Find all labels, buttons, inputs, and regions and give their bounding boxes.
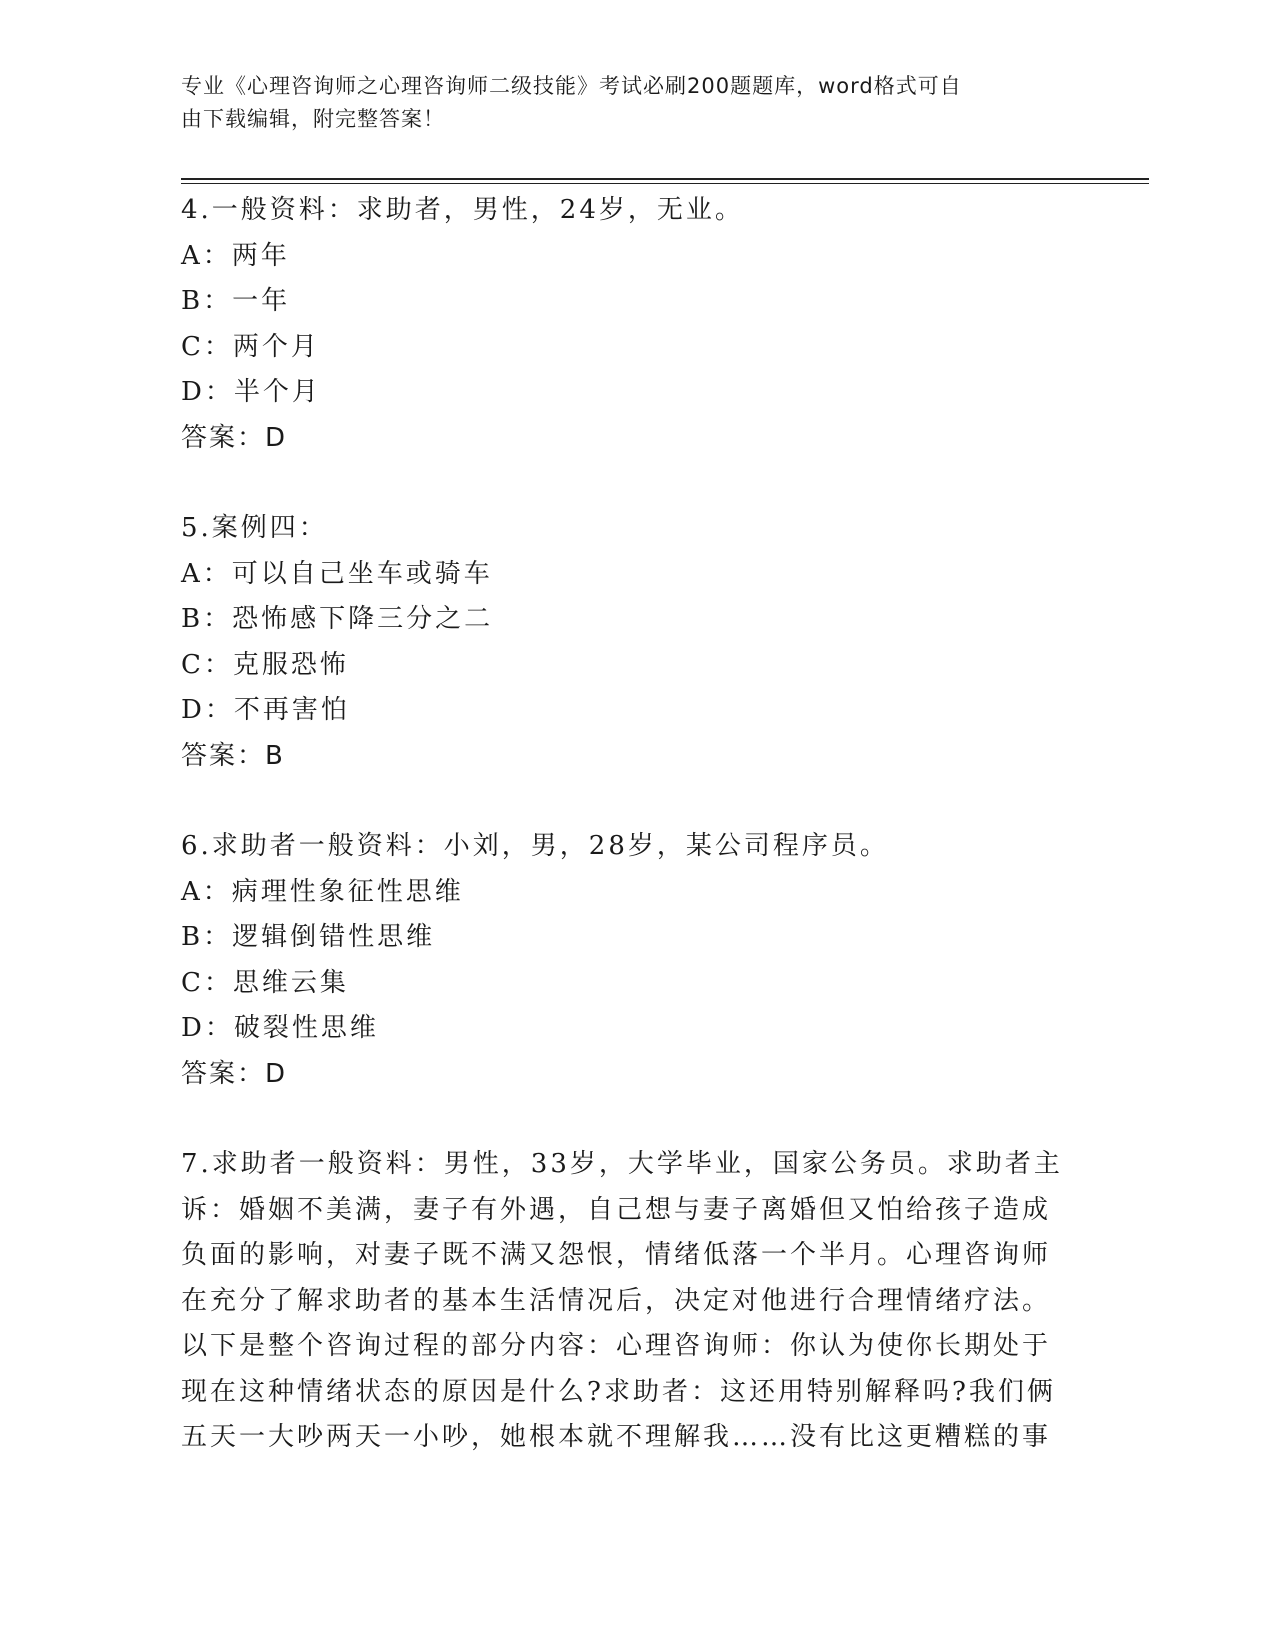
answer-text: 答案：D <box>181 422 288 453</box>
question-title-line: 现在这种情绪状态的原因是什么?求助者：这还用特别解释吗?我们俩 <box>181 1376 1056 1407</box>
document-header <box>181 70 1051 136</box>
option-b: B：逻辑倒错性思维 <box>181 922 436 952</box>
question-title-line: 以下是整个咨询过程的部分内容：心理咨询师：你认为使你长期处于 <box>181 1331 1052 1361</box>
option-d: D：半个月 <box>181 377 321 407</box>
option-b: B：一年 <box>181 286 291 316</box>
option-a: A：两年 <box>181 240 290 271</box>
spacer <box>181 779 1061 824</box>
spacer <box>181 461 1061 506</box>
option-d: D：不再害怕 <box>181 695 350 725</box>
header-line-2: 由下载编辑，附完整答案！ <box>181 107 445 131</box>
question-title-line: 诉：婚姻不美满，妻子有外遇，自己想与妻子离婚但又怕给孩子造成 <box>181 1194 1052 1225</box>
answer-text: 答案：D <box>181 1058 288 1089</box>
question-title-line: 五天一大吵两天一小吵，她根本就不理解我……没有比这更糟糕的事 <box>181 1422 1052 1452</box>
question-item <box>181 824 1061 1097</box>
question-item <box>181 1142 1061 1461</box>
header-divider-thin <box>181 183 1149 184</box>
question-title: 4.一般资料：求助者，男性，24岁，无业。 <box>181 195 744 225</box>
question-list <box>181 188 1061 1461</box>
option-a: A：可以自己坐车或骑车 <box>181 558 493 589</box>
answer-text: 答案：B <box>181 740 285 771</box>
question-title-line: 在充分了解求助者的基本生活情况后，决定对他进行合理情绪疗法。 <box>181 1285 1052 1316</box>
option-c: C：思维云集 <box>181 967 349 998</box>
option-b: B：恐怖感下降三分之二 <box>181 604 494 634</box>
option-c: C：两个月 <box>181 331 320 362</box>
question-title: 6.求助者一般资料：小刘，男，28岁，某公司程序员。 <box>181 831 889 861</box>
question-title-line: 负面的影响，对妻子既不满又怨恨，情绪低落一个半月。心理咨询师 <box>181 1240 1052 1270</box>
question-item <box>181 506 1061 779</box>
question-item <box>181 188 1061 461</box>
header-divider-thick <box>181 178 1149 180</box>
option-c: C：克服恐怖 <box>181 649 349 680</box>
option-a: A：病理性象征性思维 <box>181 876 464 907</box>
question-title-line: 7.求助者一般资料：男性，33岁，大学毕业，国家公务员。求助者主 <box>181 1149 1063 1179</box>
question-title: 5.案例四： <box>181 513 328 543</box>
option-d: D：破裂性思维 <box>181 1013 379 1043</box>
header-line-1: 专业《心理咨询师之心理咨询师二级技能》考试必刷200题题库，word格式可自 <box>181 74 962 98</box>
spacer <box>181 1097 1061 1142</box>
